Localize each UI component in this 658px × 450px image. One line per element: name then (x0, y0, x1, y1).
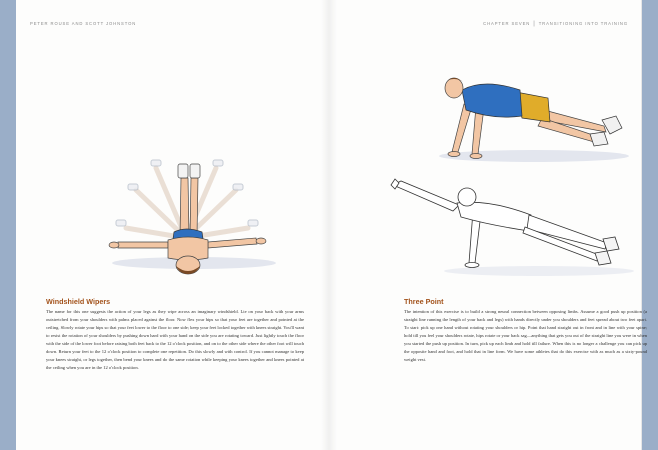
book-spread (16, 0, 647, 450)
running-head-authors: PETER ROUSE AND SCOTT JOHNSTON (30, 21, 137, 26)
section-title-three-point: Three Point (404, 297, 444, 306)
windshield-wipers-body: The name for this one suggests the action of your legs as they wipe across an imaginary windshield. Lie on your back with your arms outstretched from your shoulders with palms placed against the floor. Now flex your hips so that your feet are together and pointed at the ceiling. Slowly rotate your hips so that your feet lower to the floor to one side; keep your feet locked together with knees straight. You'll want to resist the rotation of your shoulders by pushing down hard with your hand on the side you are rotating toward. Just lightly touch the floor with the side of the lower foot before raising both feet back to the 12 o'clock position, and on to the other side where the other foot will touch down. Return your feet to the 12 o'clock position to complete one repetition. Do this slowly and with control. If you cannot manage to keep your knees straight, or legs together, then bend your knees and do the same rotation while keeping your knees together and knees pointed at the ceiling when you are in the 12 o'clock position. (46, 309, 304, 371)
running-head-chapter (483, 21, 628, 27)
three-point-illustration (389, 175, 639, 285)
section-title-windshield-wipers: Windshield Wipers (46, 297, 111, 306)
running-head-separator: | (533, 21, 536, 27)
windshield-wipers-illustration (96, 150, 286, 280)
right-page (329, 0, 647, 450)
running-head-chapter-number: CHAPTER SEVEN (483, 21, 531, 26)
three-point-body: The intention of this exercise is to build a strong neural connection between opposing limbs. Assume a good push up position (a straight line running the length of your back and legs) with hands directly under you shoulders and feet spread about two feet apart. To start: pick up one hand without rotating your shoulders or hip. Point that hand straight out in front and in line with your spine; hold till you feel your shoulders rotate, hips rotate or your back sag—anything that gets you out of the straight line you were in when you started the push up position. In turn, pick up each limb and hold till failure. When this is no longer a challenge you can pick up the opposite hand and foot, and hold that in line form. We have some athletes that do this exercise with as much as a sixty-pound weight vest. (404, 309, 647, 363)
running-head-chapter-title: TRANSITIONING INTO TRAINING (538, 21, 628, 26)
left-page (16, 0, 329, 450)
push-up-illustration (424, 70, 639, 170)
